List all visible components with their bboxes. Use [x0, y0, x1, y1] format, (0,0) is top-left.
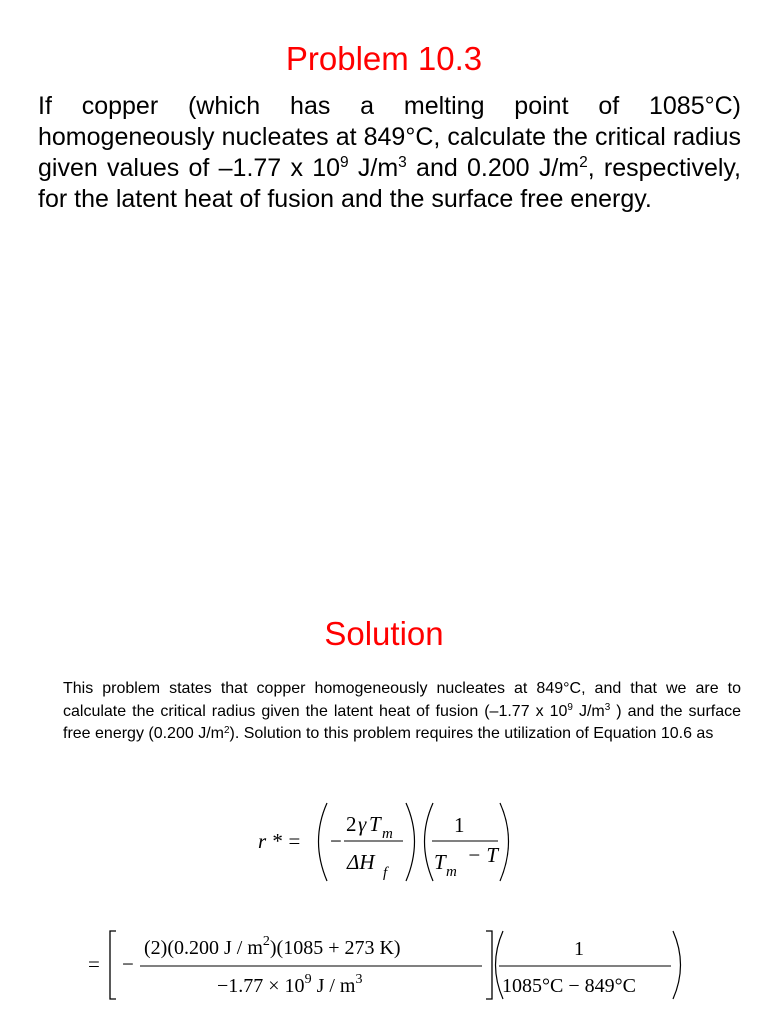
eq1-minus: −: [330, 829, 342, 853]
eq1-num-gamma: γ: [358, 812, 367, 836]
solution-title: Solution: [324, 615, 444, 652]
eq1-frac2-sub-m: m: [446, 864, 457, 880]
solution-text: This problem states that copper homogeneously nucleates at 849°C, and that we are to calculate the critical radius given the latent heat of fusion (–1.77 x $10^9$ $J/m^3$ ) and the surface free energy (0.200 $J/m^2$). Solution to this problem requires the utilization of Equation 10.6 as: [63, 680, 742, 742]
eq1-frac2-rest: − T: [467, 843, 499, 867]
eq1-den-sub-f: f: [383, 865, 388, 881]
problem-title: Problem 10.3: [285, 40, 483, 77]
eq1-num-coeff: 2: [346, 812, 357, 836]
eq2-equals: =: [88, 952, 100, 976]
eq1-lhs: r * =: [258, 829, 302, 853]
eq2-frac2-num: 1: [574, 938, 584, 960]
eq2-frac2-den: 1085°C − 849°C: [502, 975, 636, 997]
eq1-frac2-num: 1: [454, 813, 465, 837]
substituted-equation: [86, 925, 686, 1005]
eq2-den: $-1.77 \times 10^9$ J / $m^3$: [217, 972, 363, 997]
problem-statement: If copper (which has a melting point of 1085°C) homogeneously nucleates at 849°C, calculate the critical radius given values of –1.77 x $10^9$ $J/m^3$ and 0.200 $J/m^2$, respectively, for the latent heat of fusion and the surface free energy.: [38, 92, 741, 213]
eq2-num: (2)(0.200 $J / m^2)(1085 + 273$ K): [144, 934, 401, 959]
eq1-frac2-T: T: [434, 850, 446, 874]
eq2-minus: −: [122, 952, 134, 976]
critical-radius-equation: [250, 795, 520, 890]
eq1-den-delta: ΔH: [347, 850, 375, 874]
eq1-num-sub-m: m: [382, 826, 393, 842]
eq1-num-T: T: [369, 812, 381, 836]
